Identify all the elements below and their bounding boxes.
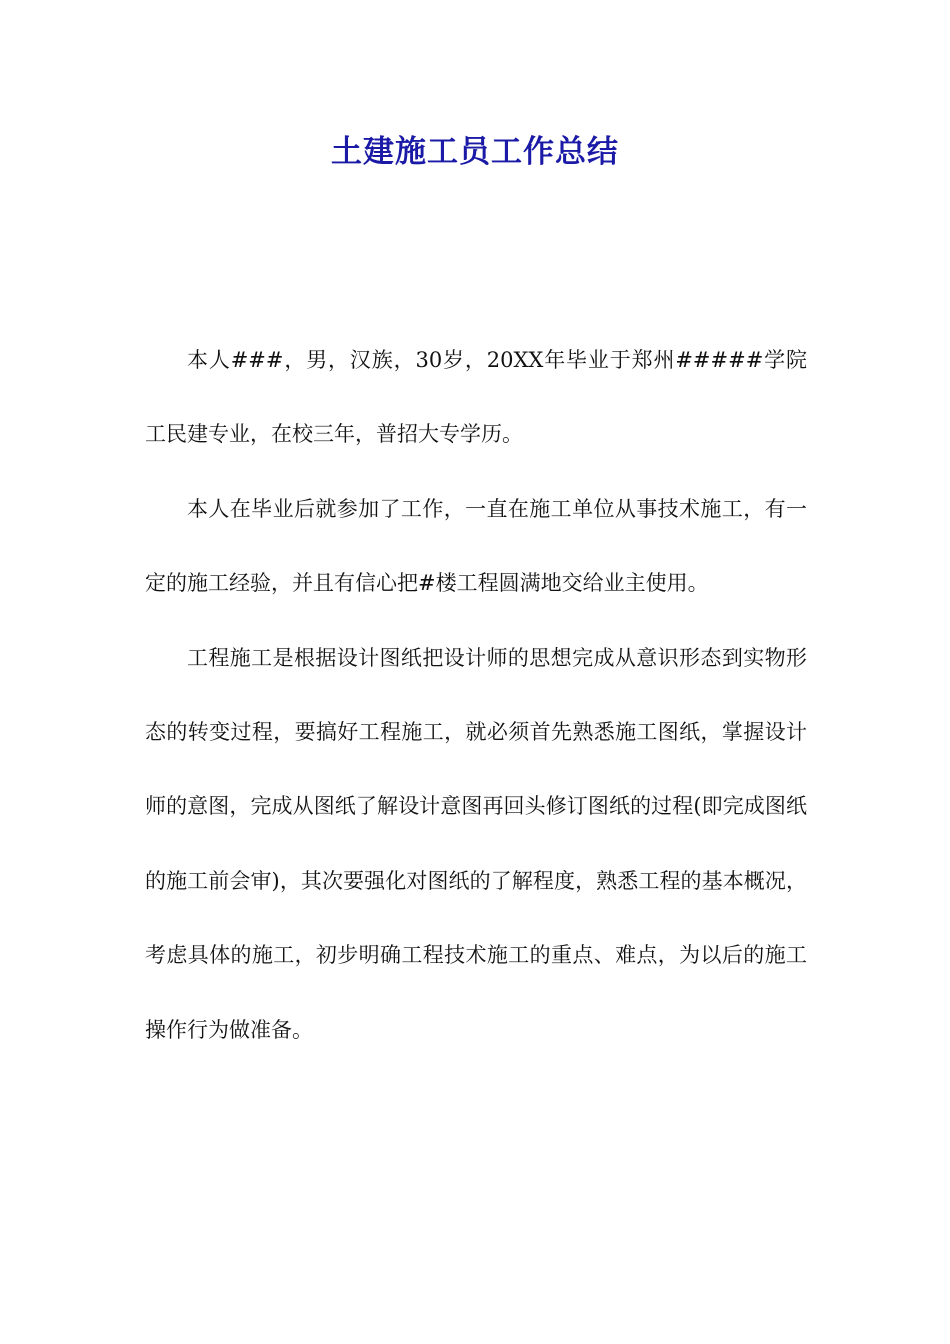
paragraph-construction-drawings: 工程施工是根据设计图纸把设计师的思想完成从意识形态到实物形态的转变过程，要搞好工程施工，就必须首先熟悉施工图纸，掌握设计师的意图，完成从图纸了解设计意图再回头修订图纸的过程(即完成图纸的施工前会审)，其次要强化对图纸的了解程度，熟悉工程的基本概况，考虑具体的施工，初步明确工程技术施工的重点、难点，为以后的施工操作行为做准备。 [145, 645, 807, 1042]
document-body [145, 323, 807, 1067]
paragraph-personal-info: 本人###，男，汉族，30岁，20XX年毕业于郑州#####学院工民建专业，在校三年，普招大专学历。 [145, 348, 807, 447]
document-title: 土建施工员工作总结 [331, 134, 619, 170]
paragraph-work-experience: 本人在毕业后就参加了工作，一直在施工单位从事技术施工，有一定的施工经验，并且有信心把#楼工程圆满地交给业主使用。 [145, 496, 807, 596]
